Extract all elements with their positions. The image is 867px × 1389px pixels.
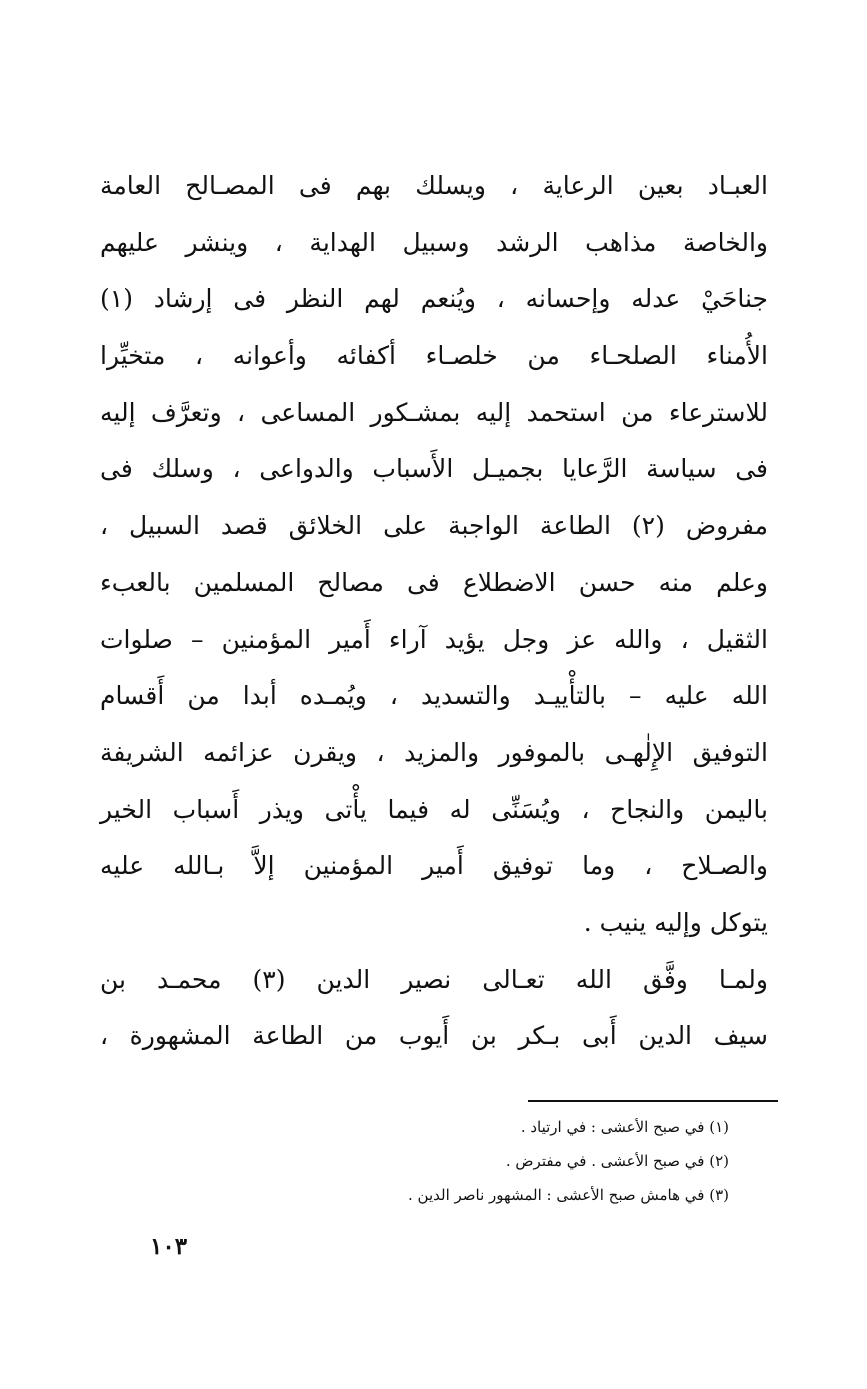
text-line: الثقيل ، والله عز وجل يؤيد آراء أَمير المؤمنين – صلوات: [100, 624, 768, 654]
footnote-divider: [528, 1100, 778, 1102]
text-line: جناحَيْ عدله وإحسانه ، ويُنعم لهم النظر فى إرشاد (١): [100, 284, 768, 314]
page-number: ١٠٣: [150, 1233, 188, 1260]
text-line: سيف الدين أَبى بـكر بن أَيوب من الطاعة المشهورة ،: [100, 1021, 768, 1051]
text-line: الأُمناء الصلحـاء من خلصـاء أكفائه وأعوانه ، متخيِّرا: [100, 341, 768, 371]
text-line: للاسترعاء من استحمد إليه بمشـكور المساعى ، وتعرَّف إليه: [100, 397, 768, 427]
footnote-1: (١) في صبح الأعشى : في ارتياد .: [520, 1118, 729, 1136]
footnotes: [229, 1110, 729, 1212]
text-line: التوفيق الإِلٰهـى بالموفور والمزيد ، ويقرن عزائمه الشريفة: [100, 737, 768, 767]
text-line: والصـلاح ، وما توفيق أَمير المؤمنين إلاَّ بـالله عليه: [100, 851, 768, 881]
footnote-3: (٣) في هامش صبح الأعشى : المشهور ناصر الدين .: [408, 1186, 729, 1204]
text-line: وعلم منه حسن الاضطلاع فى مصالح المسلمين بالعبء: [100, 567, 768, 597]
text-line-paragraph-end: يتوكل وإليه ينيب .: [583, 907, 768, 937]
text-line: العبـاد بعين الرعاية ، ويسلك بهم فى المصـالح العامة: [100, 171, 768, 200]
text-line-paragraph-start: ولمـا وفَّق الله تعـالى نصير الدين (٣) محمـد بن: [100, 964, 768, 994]
text-line: مفروض (٢) الطاعة الواجبة على الخلائق قصد السبيل ،: [100, 511, 768, 541]
body-text: [100, 158, 768, 1065]
footnote-2: (٢) في صبح الأعشى . في مفترض .: [505, 1152, 729, 1170]
text-line: فى سياسة الرَّعايا بجميـل الأَسباب والدواعى ، وسلك فى: [100, 454, 768, 484]
text-line: الله عليه – بالتأْييـد والتسديد ، ويُمـده أبدا من أَقسام: [100, 681, 768, 711]
text-line: باليمن والنجاح ، ويُسَنِّى له فيما يأْتى ويذر أَسباب الخير: [100, 794, 768, 824]
text-line: والخاصة مذاهب الرشد وسبيل الهداية ، وينشر عليهم: [100, 227, 768, 257]
